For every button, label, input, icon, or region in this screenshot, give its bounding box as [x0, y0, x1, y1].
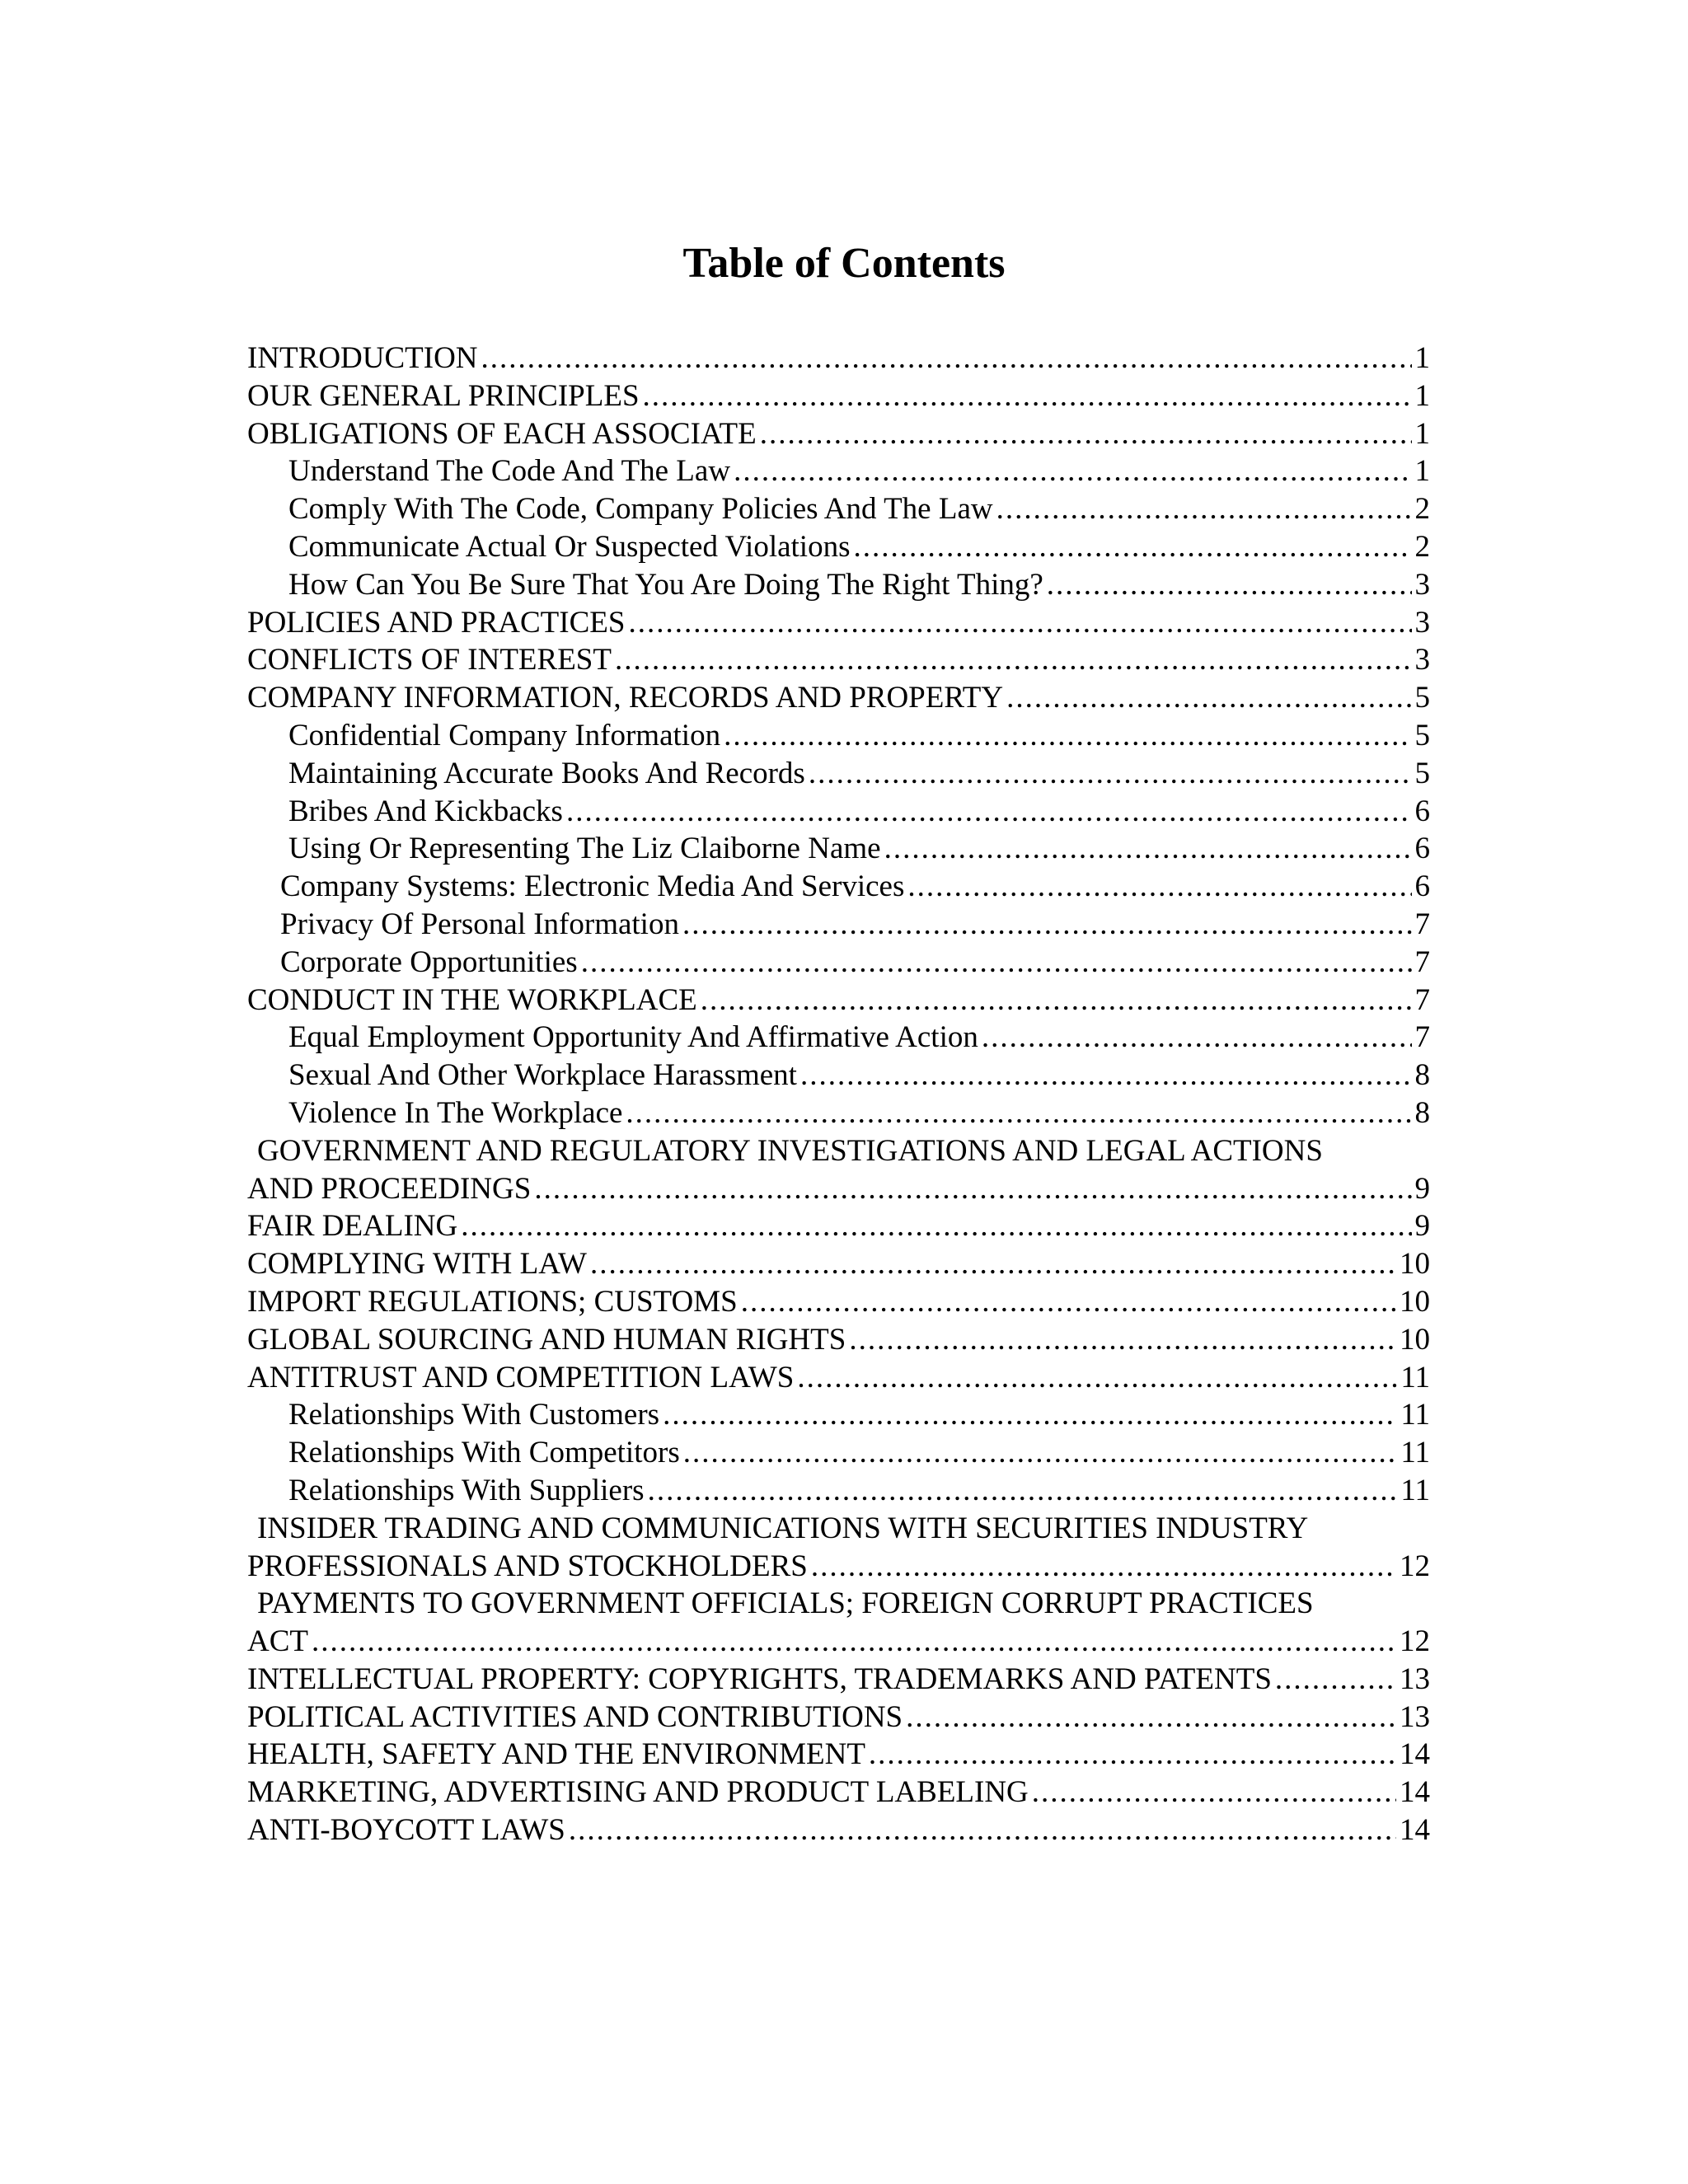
toc-page-number: 14 — [1400, 1813, 1430, 1848]
toc-entry-label: COMPLYING WITH LAW — [247, 1247, 587, 1282]
toc-entry-general-principles[interactable] — [247, 377, 1430, 415]
toc-entry-label: Confidential Company Information — [288, 718, 721, 752]
dot-leader — [809, 755, 1412, 793]
toc-page-number: 7 — [1414, 1020, 1430, 1055]
toc-page-number: 11 — [1400, 1436, 1430, 1470]
toc-page-number: 3 — [1414, 643, 1430, 677]
dot-leader — [1275, 1661, 1396, 1699]
toc-entry-obligations[interactable] — [247, 415, 1430, 453]
dot-leader — [906, 1699, 1396, 1736]
toc-subentry-right-thing[interactable] — [247, 566, 1430, 604]
toc-entry-label: Sexual And Other Workplace Harassment — [288, 1058, 797, 1093]
dot-leader — [648, 1472, 1398, 1510]
toc-entry-continuation — [247, 1170, 1430, 1208]
dot-leader — [615, 641, 1412, 679]
dot-leader — [1006, 679, 1411, 717]
toc-page-number: 7 — [1414, 944, 1430, 979]
toc-entry-label: ANTI-BOYCOTT LAWS — [247, 1813, 565, 1848]
toc-entry-import-regulations[interactable] — [247, 1283, 1430, 1321]
dot-leader — [811, 1548, 1396, 1586]
toc-page-number: 1 — [1414, 416, 1430, 451]
toc-entry-insider-trading[interactable] — [247, 1510, 1430, 1586]
toc-page-number: 3 — [1414, 567, 1430, 602]
toc-entry-label: Using Or Representing The Liz Claiborne Name — [288, 832, 881, 866]
toc-page-number: 5 — [1414, 681, 1430, 715]
dot-leader — [760, 415, 1412, 453]
dot-leader — [663, 1396, 1397, 1434]
toc-subentry-understand-code[interactable] — [247, 452, 1430, 490]
toc-entry-political-activities[interactable] — [247, 1699, 1430, 1736]
toc-entry-label: CONDUCT IN THE WORKPLACE — [247, 982, 697, 1017]
toc-subentry-privacy[interactable] — [247, 906, 1430, 944]
dot-leader — [626, 1094, 1411, 1132]
dot-leader — [853, 528, 1411, 566]
toc-entry-label: INTRODUCTION — [247, 341, 478, 375]
toc-subentry-suppliers[interactable] — [247, 1472, 1430, 1510]
toc-entry-label-continued: PROFESSIONALS AND STOCKHOLDERS — [247, 1549, 808, 1583]
toc-subentry-communicate-violations[interactable] — [247, 528, 1430, 566]
toc-entry-label: Equal Employment Opportunity And Affirmative Action — [288, 1020, 978, 1055]
toc-entry-label: Comply With The Code, Company Policies And The Law — [288, 492, 993, 527]
toc-page-number: 10 — [1400, 1322, 1430, 1357]
toc-entry-label: PAYMENTS TO GOVERNMENT OFFICIALS; FOREIGN CORRUPT PRACTICES — [257, 1586, 1314, 1621]
toc-entry-continuation — [247, 1623, 1430, 1661]
toc-entry-complying-with-law[interactable] — [247, 1245, 1430, 1283]
dot-leader — [724, 717, 1411, 755]
toc-page-number: 2 — [1414, 492, 1430, 527]
toc-entry-label: How Can You Be Sure That You Are Doing The Right Thing? — [288, 567, 1043, 602]
toc-subentry-customers[interactable] — [247, 1396, 1430, 1434]
dot-leader — [534, 1170, 1411, 1208]
dot-leader — [701, 982, 1412, 1019]
toc-entry-marketing[interactable] — [247, 1774, 1430, 1811]
toc-entry-label: INSIDER TRADING AND COMMUNICATIONS WITH SECURITIES INDUSTRY — [257, 1511, 1309, 1545]
toc-page-number: 14 — [1400, 1737, 1430, 1772]
toc-page-number: 6 — [1414, 794, 1430, 828]
toc-entry-label: Bribes And Kickbacks — [288, 794, 563, 828]
toc-subentry-confidential-info[interactable] — [247, 717, 1430, 755]
toc-entry-label: INTELLECTUAL PROPERTY: COPYRIGHTS, TRADEMARKS AND PATENTS — [247, 1661, 1272, 1696]
toc-entry-label: ANTITRUST AND COMPETITION LAWS — [247, 1360, 795, 1394]
toc-page-number: 5 — [1414, 756, 1430, 790]
toc-entry-label: OBLIGATIONS OF EACH ASSOCIATE — [247, 416, 757, 451]
toc-page-number: 10 — [1400, 1284, 1430, 1319]
dot-leader — [734, 452, 1411, 490]
dot-leader — [800, 1057, 1412, 1094]
toc-page-number: 11 — [1400, 1398, 1430, 1432]
toc-entry-label-continued: AND PROCEEDINGS — [247, 1171, 532, 1206]
toc-subentry-accurate-books[interactable] — [247, 755, 1430, 793]
dot-leader — [1032, 1774, 1396, 1811]
toc-page-number: 11 — [1400, 1360, 1430, 1394]
toc-page-number: 9 — [1414, 1171, 1430, 1206]
dot-leader — [907, 868, 1411, 906]
dot-leader — [849, 1321, 1396, 1359]
dot-leader — [569, 1811, 1396, 1849]
dot-leader — [312, 1623, 1396, 1661]
page-title: Table of Contents — [682, 240, 1006, 287]
toc-entry-health-safety[interactable] — [247, 1736, 1430, 1774]
toc-entry-company-information[interactable] — [247, 679, 1430, 717]
toc-page-number: 6 — [1414, 869, 1430, 904]
toc-entry-label: Relationships With Suppliers — [288, 1473, 645, 1507]
toc-subentry-equal-employment[interactable] — [247, 1019, 1430, 1057]
toc-page-number: 7 — [1414, 907, 1430, 941]
toc-page-number: 7 — [1414, 982, 1430, 1017]
toc-entry-anti-boycott[interactable] — [247, 1811, 1430, 1849]
dot-leader — [884, 830, 1412, 868]
toc-page-number: 12 — [1400, 1549, 1430, 1583]
toc-entry-payments-government[interactable] — [247, 1585, 1430, 1661]
dot-leader — [741, 1283, 1396, 1321]
toc-entry-label: GOVERNMENT AND REGULATORY INVESTIGATIONS AND LEGAL ACTIONS — [257, 1133, 1323, 1168]
toc-entry-label: GLOBAL SOURCING AND HUMAN RIGHTS — [247, 1322, 846, 1357]
toc-entry-label: Maintaining Accurate Books And Records — [288, 756, 805, 790]
toc-entry-label: Corporate Opportunities — [280, 944, 578, 979]
dot-leader — [461, 1207, 1411, 1245]
dot-leader — [581, 944, 1412, 982]
toc-entry-continuation — [247, 1548, 1430, 1586]
toc-entry-label: HEALTH, SAFETY AND THE ENVIRONMENT — [247, 1737, 865, 1772]
toc-entry-government-investigations[interactable] — [247, 1132, 1430, 1208]
toc-page-number: 8 — [1414, 1058, 1430, 1093]
toc-page-number: 1 — [1414, 454, 1430, 489]
dot-leader — [1047, 566, 1412, 604]
toc-entry-fair-dealing[interactable] — [247, 1207, 1430, 1245]
toc-entry-introduction[interactable] — [247, 340, 1430, 377]
toc-entry-label: Relationships With Competitors — [288, 1436, 680, 1470]
toc-entry-label: FAIR DEALING — [247, 1209, 458, 1244]
toc-entry-label: Violence In The Workplace — [288, 1095, 623, 1130]
toc-page-number: 1 — [1414, 378, 1430, 413]
dot-leader — [869, 1736, 1396, 1774]
toc-subentry-bribes[interactable] — [247, 793, 1430, 831]
toc-entry-policies-practices[interactable] — [247, 604, 1430, 642]
dot-leader — [628, 604, 1411, 642]
toc-entry-label: POLICIES AND PRACTICES — [247, 605, 626, 640]
toc-subentry-violence[interactable] — [247, 1094, 1430, 1132]
toc-page-number: 6 — [1414, 832, 1430, 866]
toc-entry-label: Company Systems: Electronic Media And Services — [280, 869, 905, 904]
dot-leader — [996, 490, 1412, 528]
toc-entry-label: MARKETING, ADVERTISING AND PRODUCT LABELING — [247, 1775, 1029, 1810]
toc-entry-conflicts-of-interest[interactable] — [247, 641, 1430, 679]
dot-leader — [682, 906, 1412, 944]
toc-subentry-company-systems[interactable] — [247, 868, 1430, 906]
toc-subentry-corporate-opportunities[interactable] — [247, 944, 1430, 982]
toc-subentry-harassment[interactable] — [247, 1057, 1430, 1094]
toc-page-number: 12 — [1400, 1624, 1430, 1659]
toc-page-number: 3 — [1414, 605, 1430, 640]
dot-leader — [683, 1434, 1398, 1472]
toc-entry-global-sourcing[interactable] — [247, 1321, 1430, 1359]
toc-entry-label: Relationships With Customers — [288, 1398, 660, 1432]
toc-entry-intellectual-property[interactable] — [247, 1661, 1430, 1699]
toc-entry-workplace-conduct[interactable] — [247, 982, 1430, 1019]
toc-entry-label: POLITICAL ACTIVITIES AND CONTRIBUTIONS — [247, 1699, 903, 1734]
toc-page-number: 13 — [1400, 1699, 1430, 1734]
dot-leader — [643, 377, 1412, 415]
toc-entry-label: Understand The Code And The Law — [288, 454, 731, 489]
dot-leader — [481, 340, 1412, 377]
toc-page-number: 5 — [1414, 718, 1430, 752]
toc-page-number: 11 — [1400, 1473, 1430, 1507]
toc-page-number: 1 — [1414, 341, 1430, 375]
toc-entry-label: IMPORT REGULATIONS; CUSTOMS — [247, 1284, 738, 1319]
toc-page-number: 10 — [1400, 1247, 1430, 1282]
toc-entry-label: Communicate Actual Or Suspected Violations — [288, 529, 851, 564]
toc-page-number: 14 — [1400, 1775, 1430, 1810]
toc-page-number: 13 — [1400, 1661, 1430, 1696]
toc-page-number: 9 — [1414, 1209, 1430, 1244]
toc-entry-antitrust[interactable] — [247, 1359, 1430, 1397]
dot-leader — [566, 793, 1412, 831]
toc-subentry-competitors[interactable] — [247, 1434, 1430, 1472]
toc-entry-label-continued: ACT — [247, 1624, 308, 1659]
dot-leader — [797, 1359, 1397, 1397]
dot-leader — [590, 1245, 1396, 1283]
toc-page-number: 8 — [1414, 1095, 1430, 1130]
toc-subentry-company-name[interactable] — [247, 830, 1430, 868]
dot-leader — [982, 1019, 1412, 1057]
toc-entry-label: CONFLICTS OF INTEREST — [247, 643, 612, 677]
toc-entry-label: Privacy Of Personal Information — [280, 907, 679, 941]
toc-subentry-comply[interactable] — [247, 490, 1430, 528]
table-of-contents — [247, 340, 1430, 1849]
toc-entry-label: OUR GENERAL PRINCIPLES — [247, 378, 640, 413]
toc-entry-label: COMPANY INFORMATION, RECORDS AND PROPERTY — [247, 681, 1004, 715]
toc-page-number: 2 — [1414, 529, 1430, 564]
